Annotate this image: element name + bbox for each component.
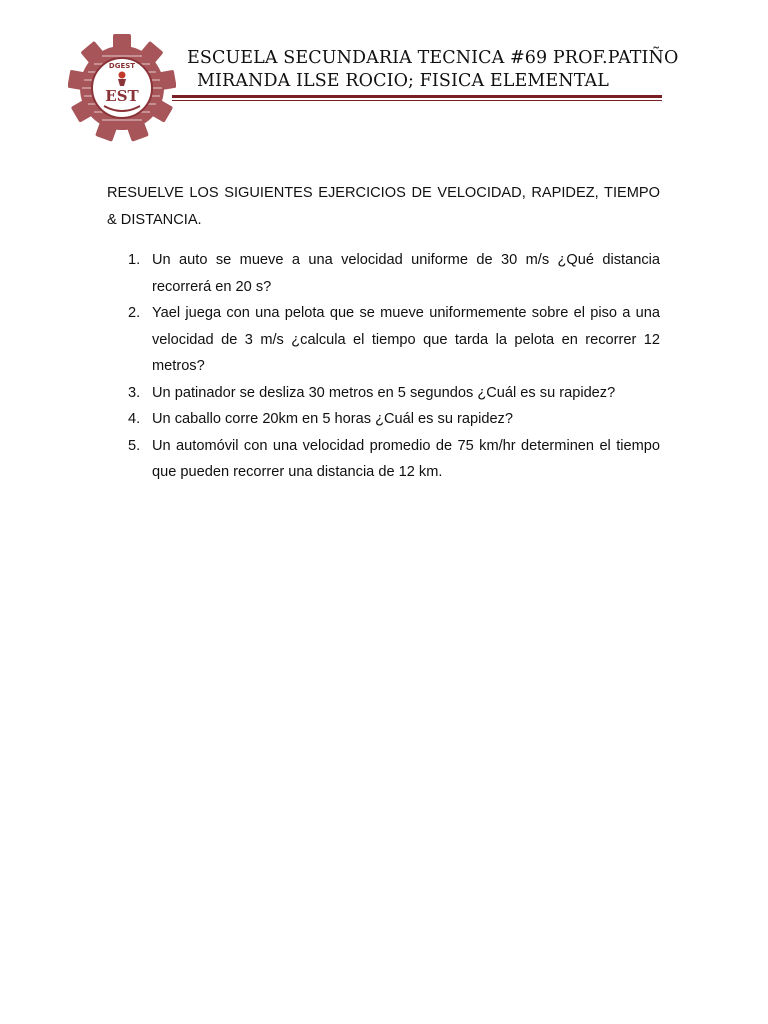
header-rule-thin xyxy=(172,100,662,101)
exercise-text: Un automóvil con una velocidad promedio de 75 km/hr determinen el tiempo que pueden recorrer una distancia de 12 km. xyxy=(152,437,660,480)
logo-est-text: EST xyxy=(105,87,139,105)
exercise-number: 2. xyxy=(128,305,141,321)
exercise-number: 1. xyxy=(128,252,141,268)
exercise-item xyxy=(128,433,660,486)
exercise-item xyxy=(128,300,660,380)
exercise-item xyxy=(128,406,660,433)
exercise-list xyxy=(128,247,660,486)
school-logo xyxy=(68,34,176,142)
gear-logo-icon xyxy=(68,34,176,142)
header-rule-thick xyxy=(172,95,662,98)
exercise-number: 4. xyxy=(128,411,141,427)
instructions: RESUELVE LOS SIGUIENTES EJERCICIOS DE VELOCIDAD, RAPIDEZ, TIEMPO & DISTANCIA. xyxy=(107,185,660,228)
school-name: ESCUELA SECUNDARIA TECNICA #69 PROF.PATIÑO xyxy=(187,48,679,68)
exercise-text: Un auto se mueve a una velocidad uniforme de 30 m/s ¿Qué distancia recorrerá en 20 s? xyxy=(152,252,660,295)
exercise-item xyxy=(128,380,660,407)
exercise-text: Un patinador se desliza 30 metros en 5 segundos ¿Cuál es su rapidez? xyxy=(152,384,616,401)
exercise-item xyxy=(128,247,660,300)
exercise-text: Un caballo corre 20km en 5 horas ¿Cuál es su rapidez? xyxy=(152,411,513,427)
teacher-subject: MIRANDA ILSE ROCIO; FISICA ELEMENTAL xyxy=(197,71,609,91)
exercise-number: 3. xyxy=(128,384,141,401)
logo-dgest-text: DGEST xyxy=(108,62,136,70)
exercise-number: 5. xyxy=(128,437,141,454)
exercise-text: Yael juega con una pelota que se mueve uniformemente sobre el piso a una velocidad de 3 m/s ¿calcula el tiempo que tarda la pelota en recorrer 12 metros? xyxy=(152,305,660,374)
